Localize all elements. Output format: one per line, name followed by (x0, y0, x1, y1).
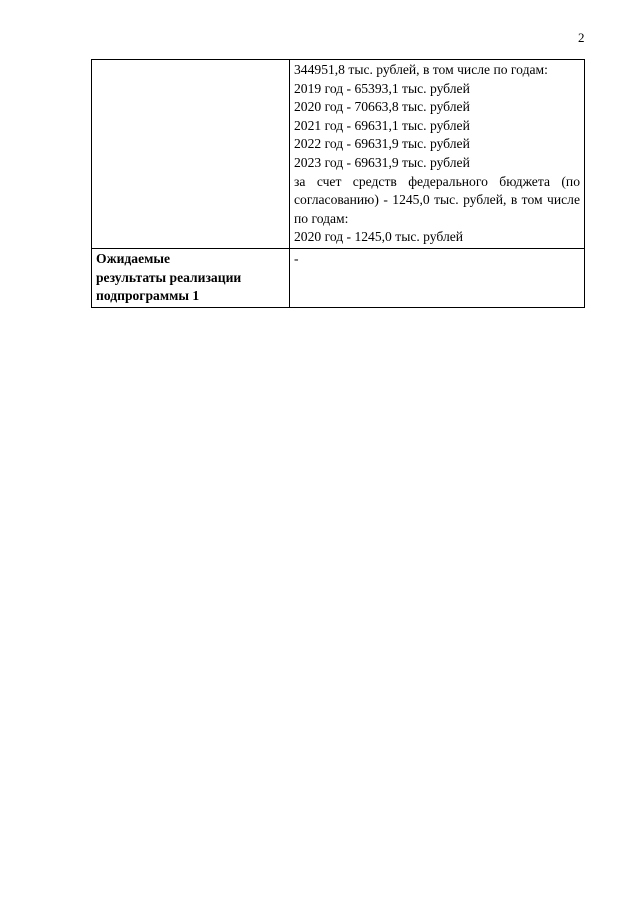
table-row-expected-results (92, 248, 585, 307)
financing-year-line: 2023 год - 69631,9 тыс. рублей (294, 154, 470, 170)
subprogram-passport-table (91, 59, 585, 308)
financing-year-line: 2020 год - 70663,8 тыс. рублей (294, 99, 470, 115)
federal-budget-paragraph: за счет средств федерального бюджета (по согласованию) - 1245,0 тыс. рублей, в том числе по годам: (294, 173, 580, 226)
table-row-financing (92, 60, 585, 249)
federal-budget-year-line: 2020 год - 1245,0 тыс. рублей (294, 229, 464, 245)
financing-total-line: 344951,8 тыс. рублей, в том числе по годам: (294, 62, 548, 77)
financing-year-line: 2021 год - 69631,1 тыс. рублей (294, 117, 470, 133)
expected-results-label-line: результаты реализации (96, 269, 242, 285)
page-number: 2 (578, 30, 585, 45)
expected-results-value-cell: - (290, 248, 585, 307)
expected-results-label-line: Ожидаемые (96, 250, 171, 266)
expected-results-label-cell (92, 248, 290, 307)
financing-year-line: 2019 год - 65393,1 тыс. рублей (294, 80, 470, 96)
expected-results-label-line: подпрограммы 1 (96, 288, 200, 304)
financing-label-cell (92, 60, 290, 249)
financing-value-cell (290, 60, 585, 249)
financing-year-line: 2022 год - 69631,9 тыс. рублей (294, 136, 470, 152)
